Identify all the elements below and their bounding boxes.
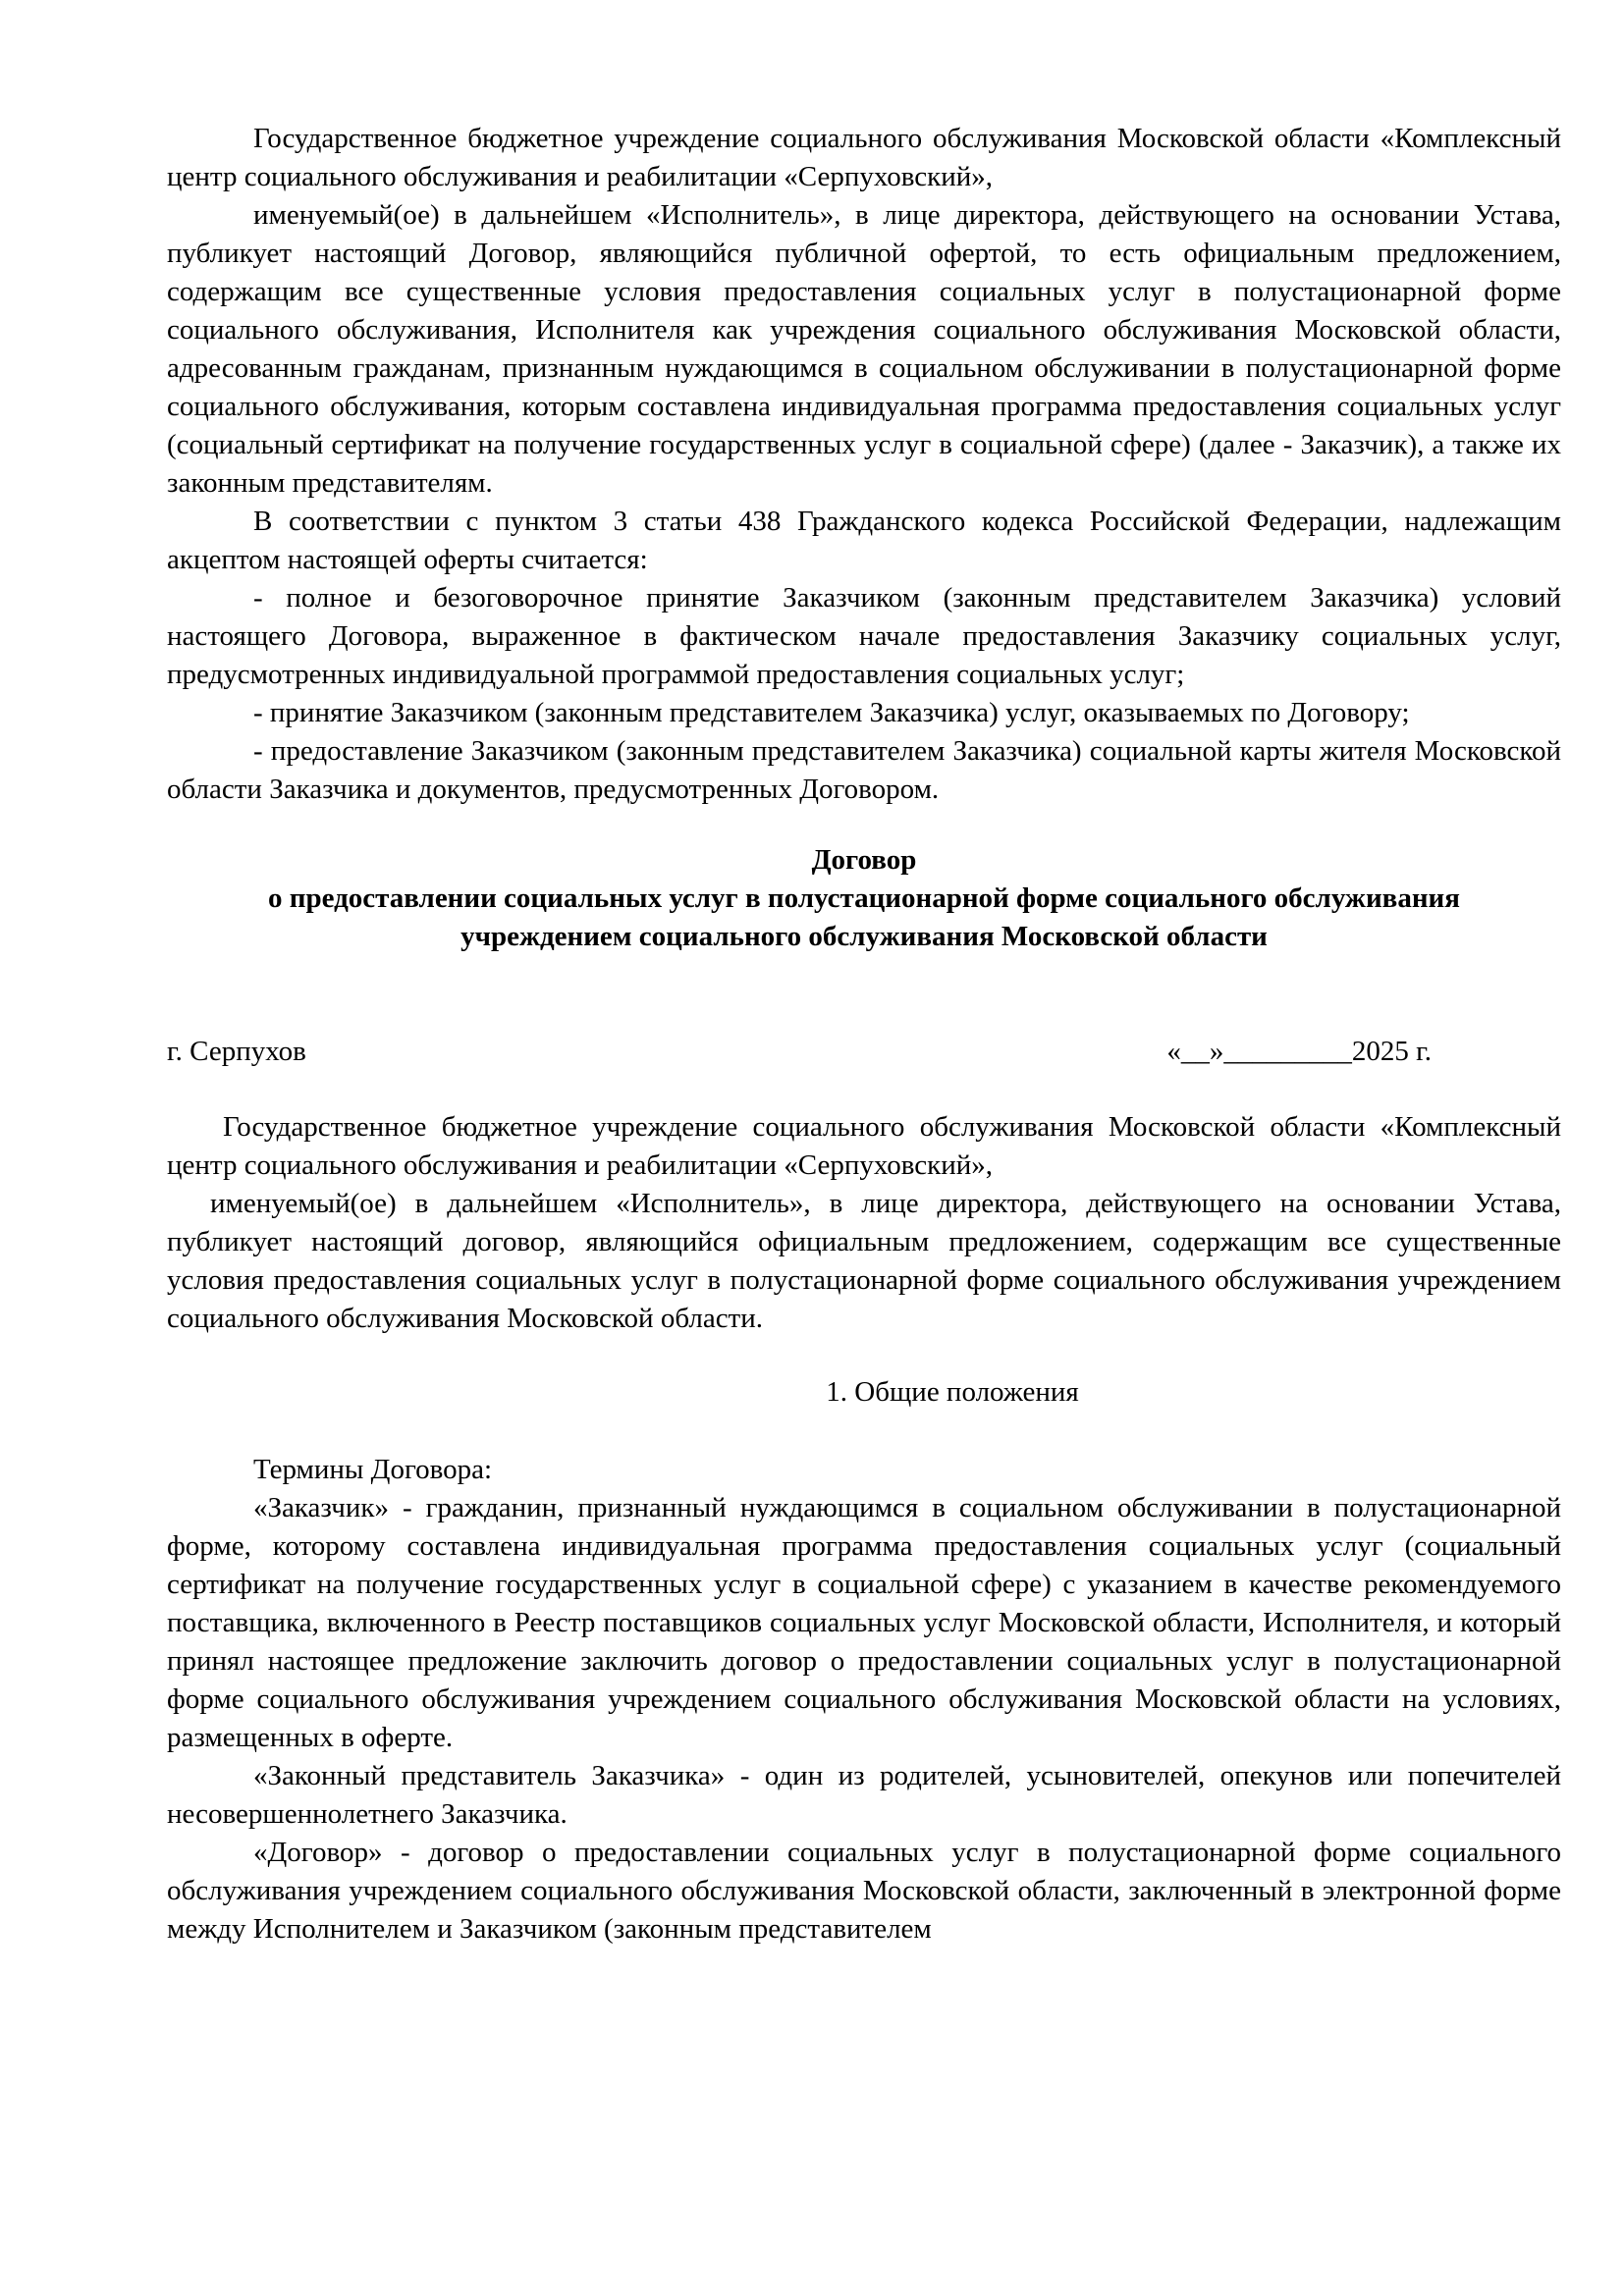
contract-paragraph-2: именуемый(ое) в дальнейшем «Исполнитель», в лице директора, действующего на основании Устава, публикует настоящий договор, являющийся официальным предложением, содержащим все существенные условия предоставления социальных услуг в полустационарной форме социального обслуживания учреждением социального обслуживания Московской области. bbox=[167, 1188, 1561, 1334]
offer-paragraph-2: именуемый(ое) в дальнейшем «Исполнитель», в лице директора, действующего на основании Устава, публикует настоящий Договор, являющийся публичной офертой, то есть официальным предложением, содержащим все существенные условия предоставления социальных услуг в полустационарной форме социального обслуживания, Исполнителя как учреждения социального обслуживания Московской области, адресованным гражданам, признанным нуждающимся в социальном обслуживании в полустационарной форме социального обслуживания, которым составлена индивидуальная программа предоставления социальных услуг (социальный сертификат на получение государственных услуг в социальной сфере) (далее - Заказчик), а также их законным представителям. bbox=[167, 199, 1561, 499]
terms-heading: Термины Договора: bbox=[253, 1454, 493, 1485]
term-contract: «Договор» - договор о предоставлении социальных услуг в полустационарной форме социального обслуживания учреждением социального обслуживания Московской области, заключенный в электронной форме между Исполнителем и Заказчиком (законным представителем bbox=[167, 1837, 1561, 1945]
place-date-row bbox=[167, 1033, 1561, 1071]
term-customer: «Заказчик» - гражданин, признанный нуждающимся в социальном обслуживании в полустационарной форме, которому составлена индивидуальная программа предоставления социальных услуг (социальный сертификат на получение государственных услуг в социальной сфере) с указанием в качестве рекомендуемого поставщика, включенного в Реестр поставщиков социальных услуг Московской области, Исполнителя, и который принял настоящее предложение заключить договор о предоставлении социальных услуг в полустационарной форме социального обслуживания учреждением социального обслуживания Московской области на условиях, размещенных в оферте. bbox=[167, 1492, 1561, 1753]
section-1-heading: 1. Общие положения bbox=[826, 1376, 1079, 1408]
contract-place: г. Серпухов bbox=[167, 1036, 306, 1067]
offer-paragraph-3: В соответствии с пунктом 3 статьи 438 Гражданского кодекса Российской Федерации, надлежащим акцептом настоящей оферты считается: bbox=[167, 506, 1561, 575]
contract-paragraph-1: Государственное бюджетное учреждение социального обслуживания Московской области «Комплексный центр социального обслуживания и реабилитации «Серпуховский», bbox=[167, 1111, 1561, 1181]
offer-acceptance-item-1: - полное и безоговорочное принятие Заказчиком (законным представителем Заказчика) условий настоящего Договора, выраженное в фактическом начале предоставления Заказчику социальных услуг, предусмотренных индивидуальной программой предоставления социальных услуг; bbox=[167, 582, 1561, 690]
document-page bbox=[167, 120, 1561, 1949]
contract-title-line-2: о предоставлении социальных услуг в полустационарной форме социального обслуживания bbox=[268, 882, 1460, 914]
contract-title-line-3: учреждением социального обслуживания Московской области bbox=[460, 921, 1268, 952]
offer-acceptance-item-2: - принятие Заказчиком (законным представителем Заказчика) услуг, оказываемых по Договору; bbox=[253, 697, 1410, 728]
contract-title-line-1: Договор bbox=[811, 844, 917, 876]
offer-acceptance-item-3: - предоставление Заказчиком (законным представителем Заказчика) социальной карты жителя Московской области Заказчика и документов, предусмотренных Договором. bbox=[167, 735, 1561, 805]
offer-paragraph-1: Государственное бюджетное учреждение социального обслуживания Московской области «Комплексный центр социального обслуживания и реабилитации «Серпуховский», bbox=[167, 123, 1561, 192]
term-legal-representative: «Законный представитель Заказчика» - один из родителей, усыновителей, опекунов или попечителей несовершеннолетнего Заказчика. bbox=[167, 1760, 1561, 1830]
contract-date: «__»_________2025 г. bbox=[1166, 1036, 1432, 1067]
